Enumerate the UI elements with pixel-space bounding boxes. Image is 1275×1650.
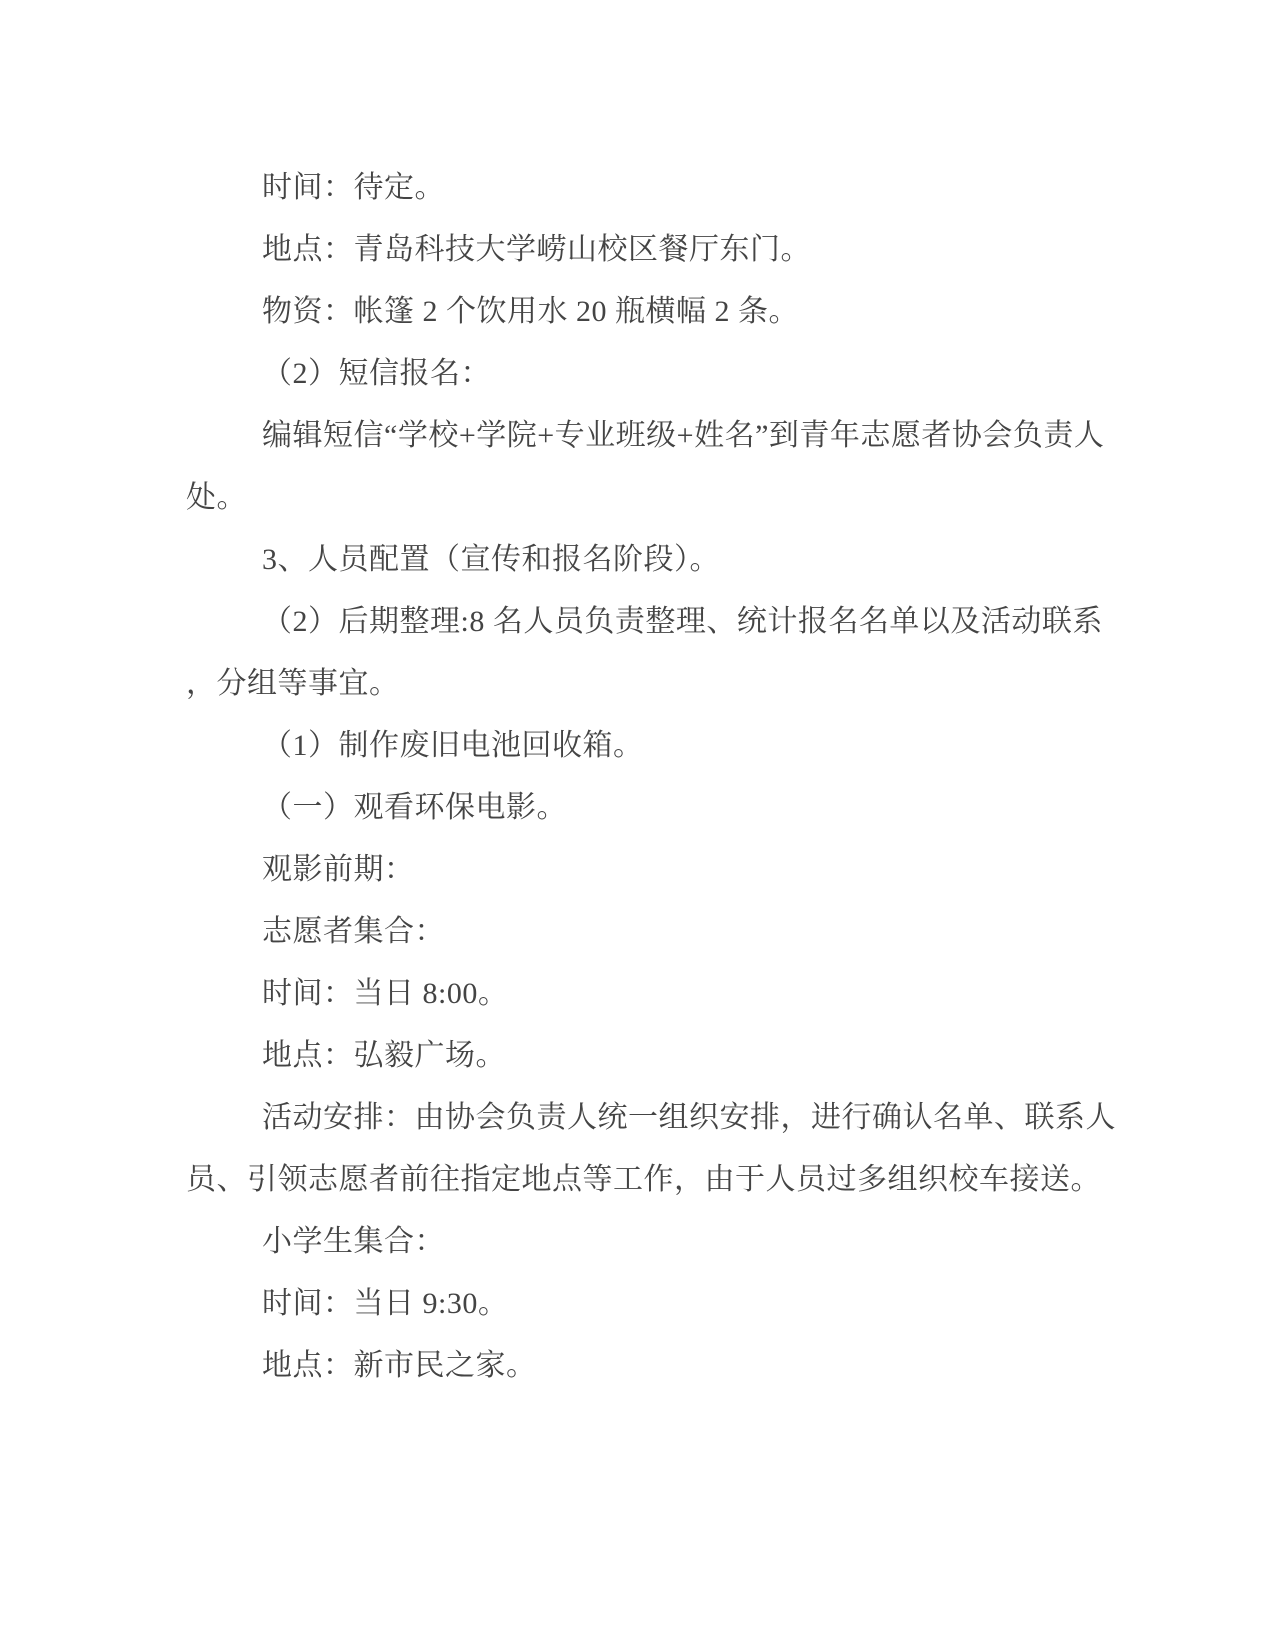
text-line-arrangement-cont: 员、引领志愿者前往指定地点等工作，由于人员过多组织校车接送。: [186, 1163, 1101, 1196]
text-line-sms-continuation: 处。: [186, 481, 247, 514]
text-line-pre-screening: 观影前期：: [262, 853, 415, 886]
text-line-time-800: 时间：当日 8:00。: [262, 977, 509, 1010]
text-line-volunteer-assembly: 志愿者集合：: [262, 915, 445, 948]
text-line-post-continuation: ，分组等事宜。: [186, 667, 400, 700]
text-line-sms-instructions: 编辑短信“学校+学院+专业班级+姓名”到青年志愿者协会负责人: [262, 419, 1105, 452]
text-line-sms-signup-heading: （2）短信报名：: [262, 357, 491, 390]
text-line-time-930: 时间：当日 9:30。: [262, 1287, 509, 1320]
text-line-time-tbd: 时间：待定。: [262, 171, 445, 204]
text-line-location-hongyi: 地点：弘毅广场。: [262, 1039, 506, 1072]
text-line-supplies: 物资：帐篷 2 个饮用水 20 瓶横幅 2 条。: [262, 295, 799, 328]
text-line-location-qust: 地点：青岛科技大学崂山校区餐厅东门。: [262, 233, 811, 266]
document-body: [186, 157, 1116, 1397]
text-line-battery-box: （1）制作废旧电池回收箱。: [262, 729, 644, 762]
text-line-post-processing: （2）后期整理:8 名人员负责整理、统计报名名单以及活动联系: [262, 605, 1103, 638]
text-line-eco-movie-heading: （一）观看环保电影。: [262, 791, 567, 824]
text-line-location-xinshimin: 地点：新市民之家。: [262, 1349, 537, 1382]
text-line-arrangement: 活动安排：由协会负责人统一组织安排，进行确认名单、联系人: [262, 1101, 1116, 1134]
text-line-pupil-assembly: 小学生集合：: [262, 1225, 445, 1258]
text-line-staffing-heading: 3、人员配置（宣传和报名阶段）。: [262, 543, 720, 576]
